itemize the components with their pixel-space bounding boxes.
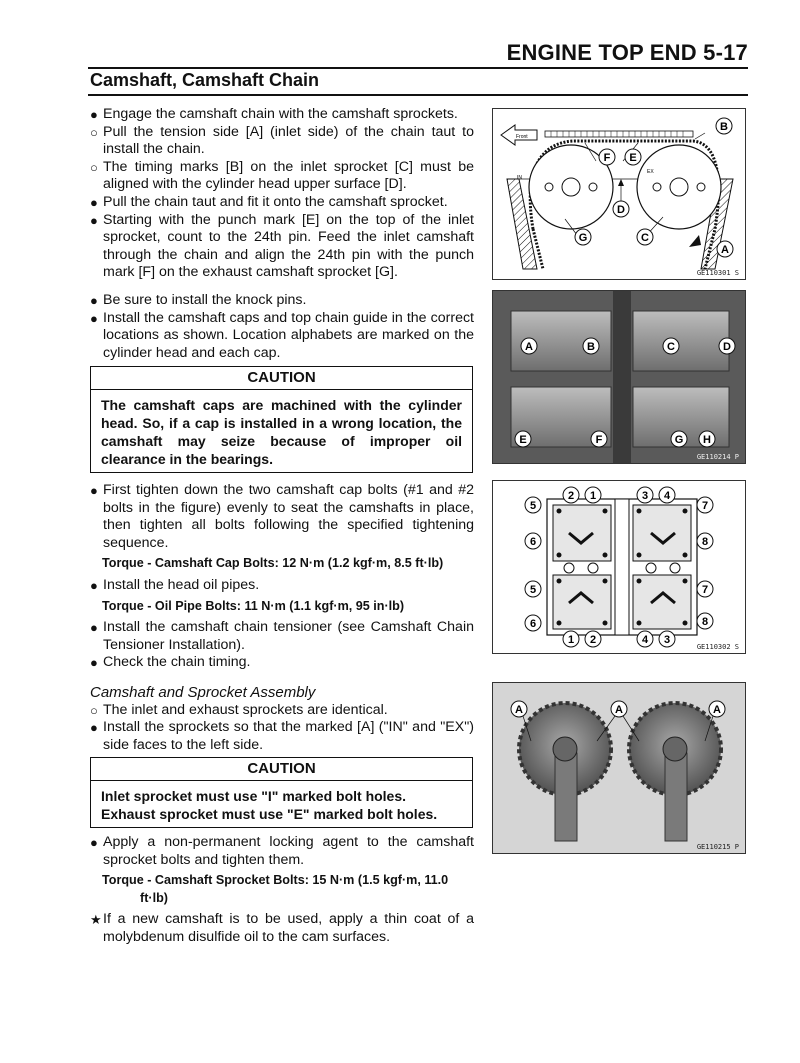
item-text: Pull the tension side [A] (inlet side) of the chain taut to install the chain. bbox=[103, 123, 474, 158]
hub-right bbox=[663, 737, 687, 761]
ex-mark: EX bbox=[647, 169, 654, 175]
callout-c: C bbox=[667, 341, 675, 353]
torque-spec: Torque - Camshaft Cap Bolts: 12 N·m (1.2 kgf·m, 8.5 ft·lb) bbox=[102, 556, 444, 571]
cap-lower-right bbox=[633, 575, 691, 629]
bullet-marker: ● bbox=[90, 835, 98, 850]
list-item bbox=[90, 719, 474, 754]
bolt-hole bbox=[653, 183, 661, 191]
list-item bbox=[90, 212, 474, 282]
caution-box-1 bbox=[90, 366, 473, 473]
bolt-sequence-diagram bbox=[493, 481, 745, 653]
item-text: Check the chain timing. bbox=[103, 654, 251, 671]
list-item bbox=[90, 911, 474, 946]
caution-text bbox=[91, 781, 472, 827]
chain-guide bbox=[615, 499, 629, 635]
item-text: Install the sprockets so that the marked [A] ("IN" and "EX") side faces to the left side. bbox=[103, 719, 474, 753]
list-item bbox=[90, 159, 474, 194]
cap-lower-left bbox=[553, 575, 611, 629]
list-item bbox=[90, 310, 474, 363]
inlet-sprocket-hub bbox=[670, 178, 688, 196]
callout-5: 5 bbox=[529, 584, 537, 596]
cam-cap-right-top bbox=[633, 311, 729, 371]
callout-g: G bbox=[578, 232, 588, 244]
camshaft-right bbox=[665, 753, 687, 841]
item-text: Starting with the punch mark [E] on the top of the inlet sprocket, count to the 24th pin. Feed the inlet camshaft through the chain and align the 24th pin with the punch mark [F] on the exhaust camshaft sprocket [G]. bbox=[103, 211, 474, 281]
cap-upper-right bbox=[633, 505, 691, 561]
bullet-marker: ● bbox=[90, 483, 98, 498]
item-text: Pull the chain taut and fit it onto the camshaft sprocket. bbox=[103, 193, 448, 210]
bullet-marker: ● bbox=[90, 655, 98, 671]
item-text: Apply a non-permanent locking agent to the camshaft sprocket bolts and tighten them. bbox=[103, 834, 474, 868]
callout-3: 3 bbox=[641, 490, 649, 502]
bullet-marker: ● bbox=[90, 107, 98, 122]
item-text: First tighten down the two camshaft cap bolts (#1 and #2 bolts in the figure) evenly to seat the camshafts in place, then tighten all bolts following the specified tightening sequence. bbox=[103, 482, 474, 551]
bullet-marker: ● bbox=[90, 194, 98, 210]
item-text: Install the camshaft chain tensioner (see Camshaft Chain Tensioner Installation). bbox=[103, 619, 474, 653]
callout-6: 6 bbox=[529, 618, 537, 630]
list-item bbox=[90, 654, 474, 672]
list-item bbox=[90, 619, 474, 654]
cap-upper-left bbox=[553, 505, 611, 561]
item-text: Install the camshaft caps and top chain guide in the correct locations as shown. Location alphabets are marked on the cylinder head and each cap. bbox=[103, 309, 474, 361]
bullet-marker: ● bbox=[90, 310, 98, 326]
bullet-marker: ● bbox=[90, 577, 98, 593]
callout-a: A bbox=[713, 704, 721, 716]
caution-heading: CAUTION bbox=[91, 758, 472, 781]
torque-spec: Torque - Oil Pipe Bolts: 11 N·m (1.1 kgf·m, 95 in·lb) bbox=[102, 598, 405, 613]
torque-line: ft·lb) bbox=[140, 890, 168, 905]
figure-id: GE110215 P bbox=[696, 843, 739, 851]
section-title: Camshaft, Camshaft Chain bbox=[90, 70, 320, 90]
page-header: ENGINE TOP END 5-17 bbox=[506, 40, 748, 65]
callout-2: 2 bbox=[567, 490, 575, 502]
callout-h: H bbox=[703, 434, 711, 446]
callout-b: B bbox=[720, 121, 728, 133]
callout-f: F bbox=[603, 152, 611, 164]
figure-bolt-sequence bbox=[492, 480, 746, 654]
chain-timing-diagram bbox=[493, 109, 745, 279]
front-label: Front bbox=[516, 134, 528, 140]
bullet-marker: ● bbox=[90, 720, 98, 736]
list-item bbox=[90, 292, 474, 310]
callout-d: D bbox=[723, 341, 731, 353]
torque-line: Torque - Camshaft Sprocket Bolts: 15 N·m (1.5 kgf·m, 11.0 bbox=[102, 873, 449, 888]
callout-4: 4 bbox=[641, 634, 649, 646]
bullet-marker: ○ bbox=[90, 124, 98, 140]
in-mark: IN bbox=[517, 175, 522, 181]
subsection-title: Camshaft and Sprocket Assembly bbox=[90, 684, 316, 701]
callout-e: E bbox=[519, 434, 527, 446]
list-item bbox=[90, 124, 474, 159]
list-item bbox=[90, 577, 474, 595]
callout-b: B bbox=[587, 341, 595, 353]
figure-id: GE110301 S bbox=[696, 269, 739, 277]
header-rule bbox=[88, 67, 748, 69]
figure-id: GE110302 S bbox=[696, 643, 739, 651]
figure-camshaft-caps-photo bbox=[492, 290, 746, 464]
bullet-marker: ○ bbox=[90, 702, 98, 718]
torque-spec bbox=[90, 872, 474, 907]
callout-a: A bbox=[525, 341, 533, 353]
item-text: Install the head oil pipes. bbox=[103, 576, 260, 593]
callout-4: 4 bbox=[663, 490, 671, 502]
callout-8: 8 bbox=[701, 616, 709, 628]
bolt-hole bbox=[697, 183, 705, 191]
exhaust-sprocket-hub bbox=[562, 178, 580, 196]
figure-sprocket-photo bbox=[492, 682, 746, 854]
callout-g: G bbox=[674, 434, 684, 446]
cam-chain-photo bbox=[613, 291, 631, 463]
instruction-block-2 bbox=[90, 292, 474, 362]
bolt-hole bbox=[589, 183, 597, 191]
callout-3: 3 bbox=[663, 634, 671, 646]
instruction-block-3 bbox=[90, 482, 474, 672]
item-text: If a new camshaft is to be used, apply a thin coat of a molybdenum disulfide oil to the cam surfaces. bbox=[103, 911, 474, 945]
callout-d: D bbox=[617, 204, 625, 216]
list-item bbox=[90, 194, 474, 212]
callout-2: 2 bbox=[589, 634, 597, 646]
list-item bbox=[90, 702, 474, 720]
camshaft-left bbox=[555, 753, 577, 841]
star-marker: ★ bbox=[90, 912, 102, 928]
bullet-marker: ● bbox=[90, 293, 98, 308]
callout-7: 7 bbox=[701, 584, 709, 596]
caution-text: The camshaft caps are machined with the cylinder head. So, if a cap is installed in a wrong location, the camshaft may seize because of improper oil clearance in the bearings. bbox=[101, 397, 462, 467]
callout-8: 8 bbox=[701, 536, 709, 548]
bullet-marker: ● bbox=[90, 212, 98, 228]
caution-line: Inlet sprocket must use "I" marked bolt holes. bbox=[101, 788, 407, 804]
list-item bbox=[90, 106, 474, 124]
callout-a: A bbox=[615, 704, 623, 716]
item-text: The inlet and exhaust sprockets are identical. bbox=[103, 701, 388, 718]
instruction-block-1 bbox=[90, 106, 474, 282]
callout-6: 6 bbox=[529, 536, 537, 548]
bullet-marker: ○ bbox=[90, 159, 98, 175]
callout-1: 1 bbox=[589, 490, 597, 502]
list-item bbox=[90, 834, 474, 869]
figure-id: GE110214 P bbox=[696, 453, 739, 461]
callout-1: 1 bbox=[567, 634, 575, 646]
hub-left bbox=[553, 737, 577, 761]
arrow-up-icon bbox=[618, 179, 624, 186]
section-rule bbox=[88, 94, 748, 96]
callout-5: 5 bbox=[529, 500, 537, 512]
callout-e: E bbox=[629, 152, 637, 164]
caution-heading: CAUTION bbox=[91, 367, 472, 390]
bolt-hole bbox=[545, 183, 553, 191]
list-item bbox=[90, 482, 474, 552]
item-text: Engage the camshaft chain with the camshaft sprockets. bbox=[103, 106, 458, 122]
caution-line: Exhaust sprocket must use "E" marked bolt holes. bbox=[101, 806, 438, 822]
camshaft-caps-photo bbox=[493, 291, 745, 463]
item-text: Be sure to install the knock pins. bbox=[103, 292, 307, 308]
callout-f: F bbox=[595, 434, 603, 446]
instruction-block-4 bbox=[90, 682, 474, 754]
sprocket-photo bbox=[493, 683, 745, 853]
instruction-block-5 bbox=[90, 834, 474, 947]
bullet-marker: ● bbox=[90, 620, 98, 636]
caution-box-2 bbox=[90, 757, 473, 828]
callout-7: 7 bbox=[701, 500, 709, 512]
callout-c: C bbox=[641, 232, 649, 244]
figure-chain-timing bbox=[492, 108, 746, 280]
callout-a: A bbox=[515, 704, 523, 716]
tension-arrow-icon bbox=[689, 235, 701, 247]
item-text: The timing marks [B] on the inlet sprocket [C] must be aligned with the cylinder head upper surface [D]. bbox=[103, 158, 474, 193]
callout-a: A bbox=[721, 244, 729, 256]
